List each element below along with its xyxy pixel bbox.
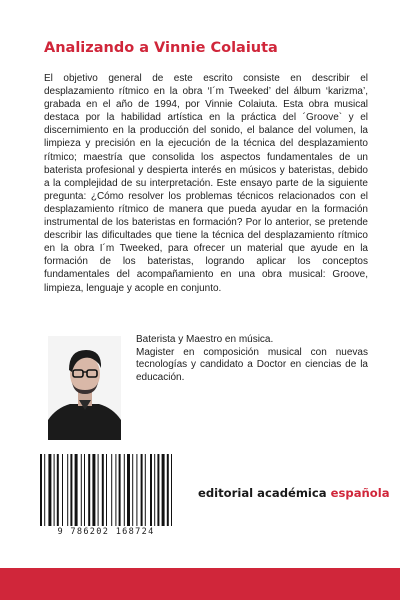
barcode-bar [92, 454, 95, 526]
barcode-bar [70, 454, 72, 526]
publisher-logo-text [198, 486, 390, 500]
barcode-bar [124, 454, 125, 526]
barcode-bar [102, 454, 104, 526]
barcode-bar [132, 454, 133, 526]
author-bio [136, 334, 368, 384]
barcode-bar [111, 454, 112, 526]
barcode-bar [115, 454, 116, 526]
barcode-bar [119, 454, 121, 526]
book-title: Analizando a Vinnie Colaiuta [44, 40, 278, 56]
barcode-bar [75, 454, 78, 526]
barcode-bar [171, 454, 172, 526]
barcode-bar [57, 454, 59, 526]
barcode-bar [98, 454, 99, 526]
barcode-bar [157, 454, 159, 526]
barcode-bar [40, 454, 42, 526]
barcode-bar [167, 454, 169, 526]
barcode-bar [81, 454, 82, 526]
barcode-bar [54, 454, 55, 526]
publisher-name: editorial académica [198, 486, 327, 500]
barcode-bar [127, 454, 130, 526]
barcode-bar [150, 454, 152, 526]
barcode-bar [154, 454, 155, 526]
author-bio-line: Baterista y Maestro en música. [136, 334, 274, 345]
barcode-bar [48, 454, 51, 526]
publisher-name-accent: española [330, 486, 390, 500]
barcode-bar [145, 454, 146, 526]
barcode-bar [88, 454, 90, 526]
barcode-bar [84, 454, 85, 526]
barcode-bar [106, 454, 107, 526]
barcode-bar [141, 454, 143, 526]
barcode-bar [44, 454, 45, 526]
footer-band [0, 568, 400, 600]
barcode-bar [136, 454, 137, 526]
book-abstract: El objetivo general de este escrito consiste en describir el desplazamiento rítmico en la obra ‘I´m Tweeked’ del álbum ‘karizma’, grabada en el año de 1994, por Vinnie Colaiuta. Esta obra musical destaca por la habilidad artística en la práctica del ´Groove` y el discernimiento en la producción del sonido, el balance del volumen, la limpieza y precisión en la ejecución de la técnica del desplazamiento rítmico; maestría que consolida los aspectos fundamentales de un baterista profesional y despierta interés en músicos y bateristas, debido a la complejidad de su interpretación. Este ensayo parte de la siguiente pregunta: ¿Cómo resolver los problemas técnicos relacionados con el desplazamiento rítmico de manera que pueda ayudar en la formación instrumental de los bateristas en formación? Por lo anterior, se pretende describir las dificultades que tiene la técnica del desplazamiento rítmico en la obra I´m Tweeked, para ofrecer un material que ayude en la formación de los bateristas, logrando aplicar los conceptos fundamentales del acompañamiento en una obra musical: Groove, limpieza, lenguaje y acople en conjunto. [44, 73, 368, 294]
barcode-bar [162, 454, 165, 526]
author-bio-paragraph: Magister en composición musical con nuevas tecnologías y candidato a Doctor en ciencias de la educación. [136, 346, 368, 383]
author-photo [48, 336, 121, 440]
isbn-digits: 9 786202 168724 [57, 527, 155, 537]
barcode-bar [62, 454, 63, 526]
barcode-bar [67, 454, 68, 526]
